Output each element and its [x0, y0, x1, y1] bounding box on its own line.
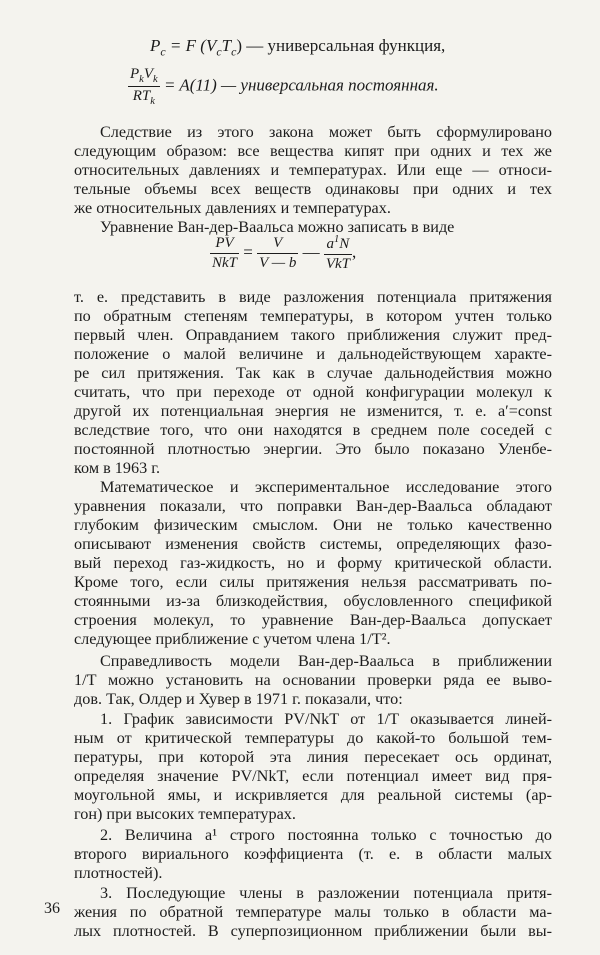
text-line: вследствие того, что они находятся в среднем поле соседей с	[74, 421, 552, 439]
text-line: следующим образом: все вещества кипят при одних и тех же	[74, 142, 552, 160]
text-line: описывают изменения свойств системы, определяющих фазо-	[74, 535, 552, 553]
text-line: жения по обратной температуре малы только в области ма-	[74, 903, 552, 921]
text-line: ком в 1963 г.	[74, 459, 161, 477]
formula-universal-function	[150, 36, 445, 59]
text-line: строения молекул, то уравнение Ван-дер-Ваальса допускает	[74, 611, 552, 629]
text-line: считать, что при переходе от одной конфигурации молекул к	[74, 383, 552, 401]
text-line: относительных давлениях и температурах. Или еще — относи-	[74, 161, 552, 179]
formula-3-den-1: NkT	[212, 255, 238, 271]
text-line: 1. График зависимости PV/NkT от 1/T оказывается линей-	[100, 710, 552, 728]
formula-1-mid-sub2: c	[231, 44, 237, 59]
formula-3-den-3: VkT	[325, 256, 351, 272]
text-line: другой их потенциальная энергия не изменится, т. е. a′=const	[74, 402, 552, 420]
formula-3-num-1: PV	[215, 235, 234, 251]
text-line: первый член. Оправданием такого приближения служит пред-	[74, 326, 552, 344]
formula-1-mid: = F (V	[165, 36, 217, 55]
text-line: положение о малой величине и дальнодействующем характе-	[74, 345, 552, 363]
formula-2-num-v: V	[143, 66, 154, 82]
formula-3-num-3-sup: 1	[334, 234, 340, 245]
text-line: моугольной ямы, и искривляется для реальной системы (ар-	[74, 786, 552, 804]
formula-3-frac-1	[210, 235, 239, 272]
text-line: определяя значение PV/NkT, если потенциал имеет вид пря-	[74, 767, 552, 785]
formula-1-mid-sub1: c	[216, 44, 222, 59]
text-line: Уравнение Ван-дер-Ваальса можно записать в виде	[100, 218, 455, 236]
formula-2-num: P	[130, 66, 140, 82]
formula-2-den: RT	[132, 88, 151, 104]
text-line: Кроме того, если силы притяжения нельзя рассматривать по-	[74, 573, 552, 591]
text-line: 3. Последующие члены в разложении потенциала притя-	[100, 884, 552, 902]
text-line: же относительных давлениях и температурах.	[74, 199, 391, 217]
formula-2-num-sub2: k	[153, 74, 158, 85]
text-line: Математическое и экспериментальное исследование этого	[100, 478, 552, 496]
text-line: лых плотностей. В суперпозиционном приближении были вы-	[74, 922, 552, 940]
formula-3-num-2: V	[273, 235, 283, 251]
text-line: дов. Так, Олдер и Хувер в 1971 г. показали, что:	[74, 690, 403, 708]
text-line: ре сил притяжения. Так как в случае дальнодействия можно	[74, 364, 552, 382]
formula-3-frac-3	[324, 234, 352, 273]
formula-3-num-3-tail: N	[339, 236, 350, 252]
text-line: Справедливость модели Ван-дер-Ваальса в приближении	[100, 652, 552, 670]
formula-2-den-sub: k	[150, 96, 155, 107]
text-line: ным от критической температуры до какой-то большой тем-	[74, 729, 552, 747]
text-line: 2. Величина a¹ строго постоянна только с точностью до	[100, 826, 552, 844]
formula-3-frac-2	[257, 235, 298, 272]
text-line: т. е. представить в виде разложения потенциала притяжения	[74, 288, 552, 306]
text-line: Следствие из этого закона может быть сформулировано	[100, 123, 552, 141]
formula-1-lhs-sub: c	[160, 44, 166, 59]
text-line: постоянной плотностью энергии. Это было показано Уленбе-	[74, 440, 552, 458]
text-line: вый переход газ-жидкость, но и форму критической области.	[74, 554, 552, 572]
page-number: 36	[44, 900, 60, 917]
formula-3-den-2: V — b	[259, 255, 297, 271]
text-line: стоянными из-за близкодействия, обусловленного спецификой	[74, 592, 552, 610]
formula-universal-constant	[128, 66, 439, 107]
text-line: гон) при высоких температурах.	[74, 805, 296, 823]
text-line: следующее приближение с учетом члена 1/T².	[74, 630, 391, 648]
text-line: плотностей).	[74, 864, 163, 882]
text-line: 1/T можно установить на основании проверки ряда ее выво-	[74, 671, 552, 689]
formula-1-lhs: P	[150, 36, 161, 55]
formula-2-num-sub1: k	[139, 74, 144, 85]
formula-3-equals: =	[243, 242, 253, 262]
formula-2-rhs: = A(11) — универсальная постоянная.	[159, 75, 439, 95]
text-line: по обратным степеням температуры, в котором учтен только	[74, 307, 552, 325]
formula-3-num-3: a	[326, 236, 335, 252]
formula-1-mid-t: T	[221, 36, 232, 55]
text-line: уравнения показали, что поправки Ван-дер-Ваальса обладают	[74, 497, 552, 515]
text-line: глубоким физическим смыслом. Они не только качественно	[74, 516, 552, 534]
formula-3-minus: —	[302, 242, 320, 262]
text-line: тельные объемы всех веществ одинаковы при одних и тех	[74, 180, 552, 198]
text-line: второго вириального коэффициента (т. е. в области малых	[74, 845, 552, 863]
formula-2-fraction	[128, 66, 160, 107]
formula-1-rhs: ) — универсальная функция,	[236, 36, 446, 55]
text-line: пературы, при которой эта линия пересекает ось ординат,	[74, 748, 552, 766]
formula-3-end: ,	[352, 242, 357, 262]
formula-van-der-waals	[210, 234, 356, 273]
